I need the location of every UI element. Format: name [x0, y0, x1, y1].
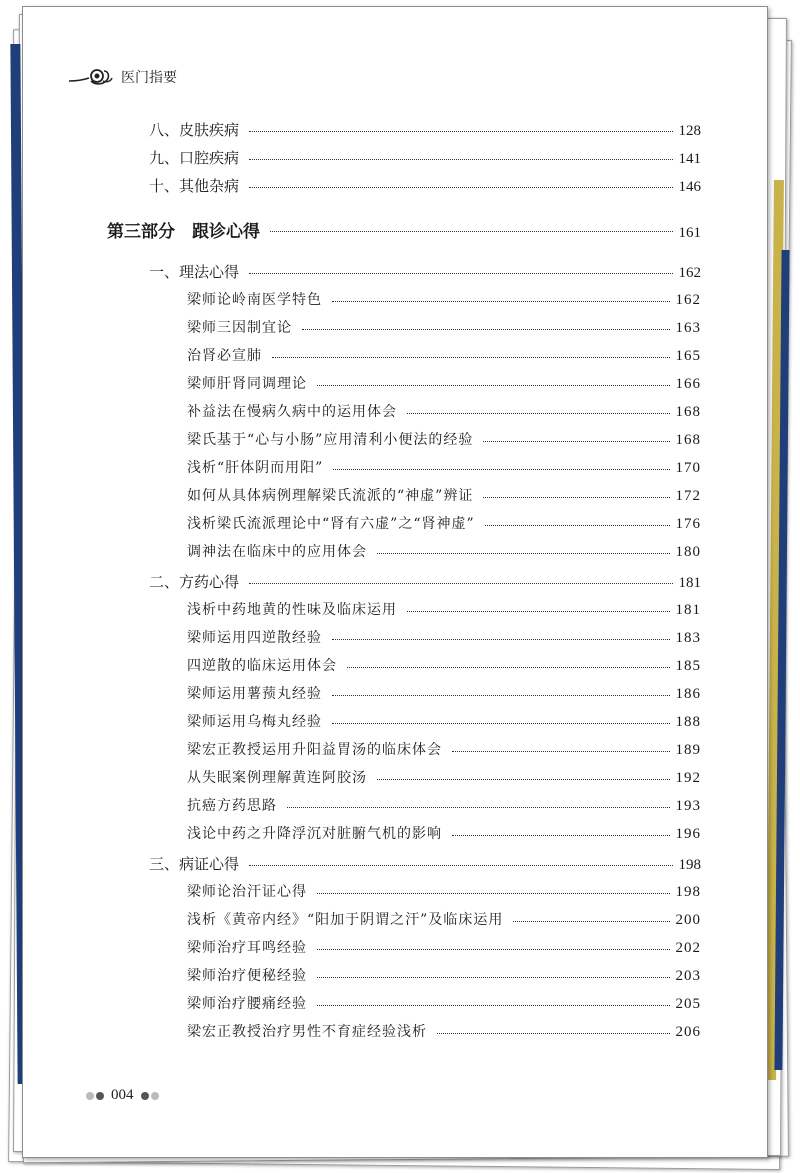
entry-page-number: 193 — [675, 798, 701, 814]
toc-section-entry — [149, 175, 701, 196]
toc-subsection-entry — [187, 289, 701, 309]
entry-page-number: 168 — [675, 432, 701, 448]
dot-leader — [483, 497, 669, 498]
dot-leader — [317, 977, 670, 978]
dot-leader — [513, 921, 669, 922]
entry-title: 三、病证心得 — [149, 855, 240, 873]
dot-leader — [249, 583, 672, 584]
dot-leader — [452, 751, 670, 752]
dot-leader — [317, 893, 670, 894]
entry-page-number: 146 — [678, 179, 701, 195]
entry-page-number: 161 — [678, 225, 701, 241]
entry-page-number: 180 — [675, 544, 701, 560]
toc-subsection-entry — [187, 429, 701, 449]
page-number: 004 — [111, 1087, 134, 1103]
entry-title: 梁宏正教授运用升阳益胃汤的临床体会 — [187, 742, 442, 758]
entry-title: 从失眠案例理解黄连阿胶汤 — [187, 770, 367, 786]
entry-title: 梁师治疗便秘经验 — [187, 968, 307, 984]
entry-page-number: 202 — [675, 940, 701, 956]
entry-page-number: 181 — [678, 575, 701, 591]
dot-leader — [377, 779, 670, 780]
entry-title: 梁宏正教授治疗男性不育症经验浅析 — [187, 1024, 427, 1040]
running-header — [67, 63, 177, 91]
entry-page-number: 170 — [675, 460, 701, 476]
dot-leader — [332, 723, 670, 724]
dot-leader — [452, 835, 670, 836]
dot-leader — [249, 865, 672, 866]
entry-page-number: 172 — [675, 488, 701, 504]
dot-leader — [333, 469, 669, 470]
entry-page-number: 203 — [675, 968, 701, 984]
entry-page-number: 198 — [678, 857, 701, 873]
page-footer — [85, 1087, 160, 1104]
toc-subsection-entry — [187, 823, 701, 843]
dot-leader — [249, 273, 672, 274]
entry-title: 梁师论岭南医学特色 — [187, 292, 322, 308]
footer-dot-icon — [151, 1092, 159, 1100]
dot-leader — [317, 385, 670, 386]
toc-subsection-entry — [187, 909, 701, 929]
toc-subsection-entry — [187, 655, 701, 675]
toc-subsection-entry — [187, 345, 701, 365]
entry-title: 梁师治疗腰痛经验 — [187, 996, 307, 1012]
dot-leader — [407, 413, 670, 414]
entry-page-number: 163 — [675, 320, 701, 336]
toc-subsection-entry — [187, 599, 701, 619]
toc-subsection-entry — [187, 1021, 701, 1041]
document-page — [22, 6, 768, 1158]
dot-leader — [483, 441, 669, 442]
dot-leader — [485, 525, 670, 526]
entry-title: 一、理法心得 — [149, 263, 240, 281]
entry-title: 梁师运用乌梅丸经验 — [187, 714, 322, 730]
toc-section-entry — [149, 853, 701, 874]
toc-subsection-entry — [187, 683, 701, 703]
entry-title: 梁氏基于“心与小肠”应用清利小便法的经验 — [187, 432, 474, 448]
entry-title: 治肾必宣肺 — [187, 348, 262, 364]
entry-title: 十、其他杂病 — [149, 177, 240, 195]
entry-page-number: 141 — [678, 151, 701, 167]
entry-title: 梁师治疗耳鸣经验 — [187, 940, 307, 956]
entry-page-number: 168 — [675, 404, 701, 420]
entry-page-number: 183 — [675, 630, 701, 646]
entry-title: 补益法在慢病久病中的运用体会 — [187, 404, 397, 420]
dot-leader — [317, 1005, 670, 1006]
entry-title: 梁师肝肾同调理论 — [187, 376, 307, 392]
entry-page-number: 188 — [675, 714, 701, 730]
toc-subsection-entry — [187, 541, 701, 561]
entry-title: 梁师运用薯蓣丸经验 — [187, 686, 322, 702]
toc-section-entry — [149, 571, 701, 592]
entry-title: 调神法在临床中的应用体会 — [187, 544, 367, 560]
entry-title: 浅析“肝体阴而用阳” — [187, 460, 324, 476]
entry-title: 二、方药心得 — [149, 573, 240, 591]
toc-section-entry — [149, 261, 701, 282]
toc-subsection-entry — [187, 965, 701, 985]
toc-section-entry — [149, 119, 701, 140]
toc-subsection-entry — [187, 317, 701, 337]
entry-title: 梁师论治汗证心得 — [187, 884, 307, 900]
toc-subsection-entry — [187, 937, 701, 957]
toc-subsection-entry — [187, 739, 701, 759]
dot-leader — [287, 807, 670, 808]
entry-page-number: 192 — [675, 770, 701, 786]
toc-subsection-entry — [187, 767, 701, 787]
footer-dot-icon — [141, 1092, 149, 1100]
entry-page-number: 205 — [675, 996, 701, 1012]
entry-title: 四逆散的临床运用体会 — [187, 658, 337, 674]
entry-page-number: 189 — [675, 742, 701, 758]
entry-title: 八、皮肤疾病 — [149, 121, 240, 139]
dot-leader — [249, 131, 672, 132]
dot-leader — [272, 357, 670, 358]
dot-leader — [317, 949, 670, 950]
entry-title: 浅析梁氏流派理论中“肾有六虚”之“肾神虚” — [187, 516, 475, 532]
entry-page-number: 206 — [675, 1024, 701, 1040]
entry-title: 浅论中药之升降浮沉对脏腑气机的影响 — [187, 826, 442, 842]
entry-title: 浅析中药地黄的性味及临床运用 — [187, 602, 397, 618]
dot-leader — [377, 553, 670, 554]
entry-title: 九、口腔疾病 — [149, 149, 240, 167]
toc-subsection-entry — [187, 881, 701, 901]
dot-leader — [332, 301, 670, 302]
entry-page-number: 200 — [675, 912, 701, 928]
dot-leader — [249, 187, 672, 188]
entry-title: 如何从具体病例理解梁氏流派的“神虚”辨证 — [187, 488, 474, 504]
entry-page-number: 186 — [675, 686, 701, 702]
entry-page-number: 162 — [675, 292, 701, 308]
dot-leader — [249, 159, 672, 160]
entry-page-number: 166 — [675, 376, 701, 392]
entry-page-number: 165 — [675, 348, 701, 364]
header-title: 医门指要 — [121, 70, 177, 86]
toc-subsection-entry — [187, 795, 701, 815]
dot-leader — [347, 667, 670, 668]
dot-leader — [332, 639, 670, 640]
entry-page-number: 196 — [675, 826, 701, 842]
toc-subsection-entry — [187, 513, 701, 533]
toc-subsection-entry — [187, 457, 701, 477]
toc-subsection-entry — [187, 485, 701, 505]
entry-title: 梁师三因制宜论 — [187, 320, 292, 336]
toc-subsection-entry — [187, 711, 701, 731]
footer-dot-icon — [86, 1092, 94, 1100]
entry-title: 浅析《黄帝内经》“阳加于阴谓之汗”及临床运用 — [187, 912, 504, 928]
entry-page-number: 128 — [678, 123, 701, 139]
dot-leader — [437, 1033, 670, 1034]
toc-subsection-entry — [187, 993, 701, 1013]
toc-section-entry — [149, 147, 701, 168]
footer-dot-icon — [96, 1092, 104, 1100]
entry-page-number: 198 — [675, 884, 701, 900]
entry-page-number: 176 — [675, 516, 701, 532]
dot-leader — [407, 611, 670, 612]
dot-leader — [270, 231, 673, 232]
entry-title: 抗癌方药思路 — [187, 798, 277, 814]
toc-part-entry — [107, 217, 701, 242]
dot-leader — [332, 695, 670, 696]
toc-subsection-entry — [187, 373, 701, 393]
entry-page-number: 181 — [675, 602, 701, 618]
entry-page-number: 162 — [678, 265, 701, 281]
dot-leader — [302, 329, 670, 330]
cloud-scroll-icon — [67, 67, 113, 87]
toc-subsection-entry — [187, 401, 701, 421]
entry-title: 梁师运用四逆散经验 — [187, 630, 322, 646]
entry-page-number: 185 — [675, 658, 701, 674]
toc-subsection-entry — [187, 627, 701, 647]
entry-title: 第三部分 跟诊心得 — [107, 222, 260, 242]
